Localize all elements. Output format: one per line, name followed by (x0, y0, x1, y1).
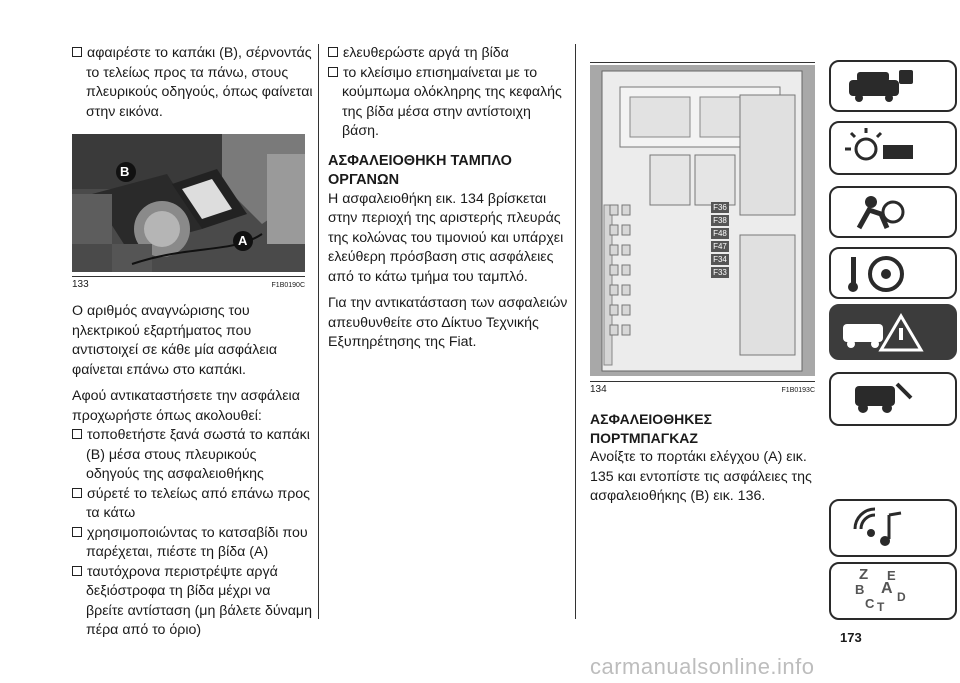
figure-133-photo (72, 134, 305, 272)
section-heading-dashboard-fuses: ΑΣΦΑΛΕΙΟΘΗΚΗ ΤΑΜΠΛΟ ΟΡΓΑΝΩΝ (328, 152, 512, 188)
fig133-label-a: A (238, 233, 248, 248)
left-bullet-3: χρησιμοποιώντας το κατσαβίδι που παρέχεται, πιέστε τη βίδα (A) (72, 524, 312, 563)
fusebox-diagram (590, 65, 815, 376)
bullet-square-icon (72, 488, 82, 498)
column-divider-2 (575, 44, 576, 619)
intro-bullet: αφαιρέστε το καπάκι (B), σέρνοντάς το τελείως προς τα πάνω, στους πλευρικούς οδηγούς, όπως φαίνεται στην εικόνα. (72, 44, 326, 122)
side-tab-emergency[interactable] (829, 304, 957, 360)
bullet-square-icon (72, 47, 82, 57)
right-column-body (590, 410, 820, 507)
side-tab-starting-driving[interactable] (829, 247, 957, 299)
section-heading-trunk-fuses: ΑΣΦΑΛΕΙΟΘΗΚΕΣ ΠΟΡΤΜΠΑΓΚΑΖ (590, 411, 713, 446)
maintenance-icon (841, 378, 921, 422)
multimedia-icon (841, 505, 921, 553)
side-tab-car-info[interactable] (829, 60, 957, 112)
left-para-2: Αφού αντικαταστήσετε την ασφάλεια προχωρήστε όπως ακολουθεί: (72, 388, 300, 424)
left-column-body (72, 302, 312, 641)
side-tab-multimedia[interactable] (829, 499, 957, 557)
mid-para-2: Για την αντικατάσταση των ασφαλειών απευθυνθείτε στο Δίκτυο Τεχνικής Εξυπηρέτησης της Fiat. (328, 295, 568, 350)
figure-134-fusebox (590, 65, 815, 376)
car-info-icon (841, 66, 921, 106)
right-para-1: Ανοίξτε το πορτάκι ελέγχου (A) εικ. 135 και εντοπίστε τις ασφάλειες της ασφαλειοθήκης (B) εικ. 136. (590, 449, 812, 504)
fig134-code: F1B0193C (781, 387, 815, 394)
page-number: 173 (840, 630, 862, 645)
fuse-label: F47 (711, 241, 729, 252)
index-icon: Z E B A C D T (855, 566, 906, 614)
bullet-square-icon (72, 429, 82, 439)
side-tab-safety[interactable] (829, 186, 957, 238)
fuse-labels (711, 202, 729, 278)
fuse-label: F33 (711, 267, 729, 278)
airbag-safety-icon (841, 192, 921, 234)
watermark: carmanualsonline.info (590, 654, 815, 679)
fig134-top-rule (590, 62, 815, 63)
bullet-square-icon (72, 566, 82, 576)
engine-bay-photo (72, 134, 305, 272)
key-steering-icon (841, 253, 921, 295)
side-tab-warning-lights[interactable] (829, 121, 957, 175)
side-tab-maintenance[interactable] (829, 372, 957, 426)
middle-column (328, 44, 570, 353)
mid-para-1: Η ασφαλειοθήκη εικ. 134 βρίσκεται στην περιοχή της αριστερής πλευράς της κολώνας του τιμονιού και υπάρχει ελεύθερη πρόσβαση στις ασφάλειες από το κάτω τμήμα του ταμπλό. (328, 190, 564, 285)
emergency-icon (841, 310, 931, 356)
fuse-label: F34 (711, 254, 729, 265)
column-divider-1 (318, 44, 319, 619)
fig133-label-b: B (120, 164, 130, 179)
fig133-number: 133 (72, 279, 89, 290)
bullet-square-icon (328, 47, 338, 57)
bullet-square-icon (328, 67, 338, 77)
left-bullet-4: ταυτόχρονα περιστρέψτε αργά δεξιόστροφα τη βίδα μέχρι να βρείτε αντίσταση (μη βάλετε δύναμη πέρα από το όριο) (72, 563, 312, 641)
fig134-bottom-rule (590, 381, 815, 382)
mid-bullet-2: το κλείσιμο επισημαίνεται με το κούμπωμα ολόκληρης της κεφαλής της βίδα μέσα στην αντίστοιχη βάση. (328, 64, 570, 142)
left-para-1: Ο αριθμός αναγνώρισης του ηλεκτρικού εξαρτήματος που αντιστοιχεί σε κάθε μία ασφάλεια φαίνεται επάνω στο καπάκι. (72, 303, 278, 378)
mid-bullet-1: ελευθερώστε αργά τη βίδα (328, 44, 570, 64)
side-tab-index[interactable] (829, 562, 957, 620)
bullet-square-icon (72, 527, 82, 537)
left-bullet-1: τοποθετήστε ξανά σωστά το καπάκι (B) μέσα στους πλευρικούς οδηγούς της ασφαλειοθήκης (72, 426, 312, 485)
fuse-label: F36 (711, 202, 729, 213)
fuse-label: F38 (711, 215, 729, 226)
fuse-label: F48 (711, 228, 729, 239)
left-bullet-2: σύρετέ το τελείως από επάνω προς τα κάτω (72, 485, 312, 524)
fig134-number: 134 (590, 384, 607, 395)
fig133-bottom-rule (72, 276, 305, 277)
fig133-code: F1B0190C (271, 282, 305, 289)
warning-lights-icon (841, 127, 921, 171)
